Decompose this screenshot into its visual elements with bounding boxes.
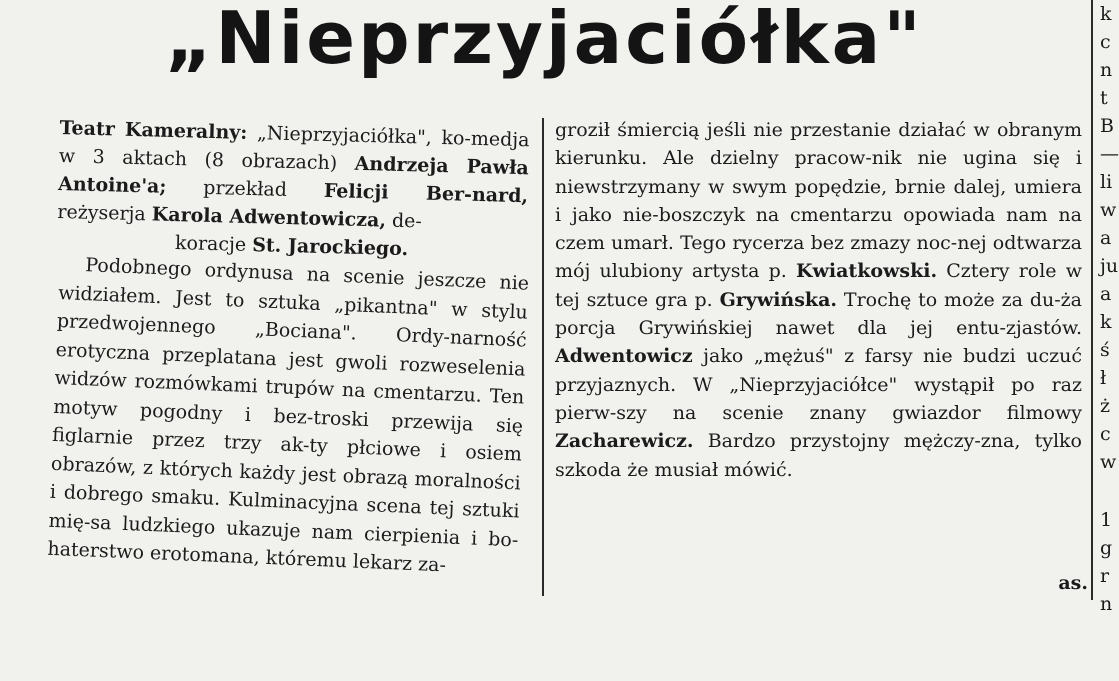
theatre-name: Teatr Kameralny: xyxy=(59,116,248,144)
production-info xyxy=(56,114,530,266)
author-name: Andrzeja Pawła Antoine'a; xyxy=(57,152,530,198)
adjacent-column-fragment xyxy=(1100,0,1119,618)
edge-letter: a xyxy=(1100,227,1112,249)
edge-letter: ż xyxy=(1100,395,1111,417)
actor-adwentowicz: Adwentowicz xyxy=(555,345,693,368)
review-column-left: Podobnego ordynusa na scenie jeszcze nie widziałem. Jest to sztuka „pikantna" w stylu przedwojennego „Bociana". Ordy-narność erotyczna przeplatana jest gwoli rozweselenia widzów rozmówkami trupów na cmentarzu. Ten motyw pogodny i bez-troski przewija się figlarnie przez trzy ak-ty płciowe i osiem obrazów, z których każdy jest obrazą moralności i dobrego smaku. Kulminacyjna scena tej sztuki mię-sa ludzkiego ukazuje nam cierpienia i bo-haterstwo erotomana, któremu lekarz za- xyxy=(47,254,530,577)
edge-letter: c xyxy=(1100,423,1111,445)
actor-grywinska: Grywińska. xyxy=(719,288,838,311)
edge-letter: li xyxy=(1100,171,1113,193)
review-text-5: Bardzo przystojny mężczy-zna, tylko szkoda że musiał mówić. xyxy=(555,430,1082,481)
edge-letter: n xyxy=(1100,59,1113,81)
column-divider xyxy=(542,118,544,596)
edge-letter: ł xyxy=(1100,367,1107,389)
actor-kwiatkowski: Kwiatkowski. xyxy=(796,260,938,283)
headline: „Nieprzyjaciółka" xyxy=(165,0,924,80)
edge-letter: — xyxy=(1100,143,1119,165)
director-name: Karola Adwentowicza, xyxy=(151,203,387,232)
actor-zacharewicz: Zacharewicz. xyxy=(555,430,694,453)
edge-letter: t xyxy=(1100,87,1108,109)
review-text-3: Trochę to może za du-ża porcja Grywińskiej nawet dla jej entu-zjastów. xyxy=(555,288,1082,340)
edge-letter: n xyxy=(1100,593,1113,615)
review-text-1: groził śmiercią jeśli nie przestanie działać w obranym kierunku. Ale dzielny pracow-nik nie ugina się i niewstrzymany w swym popędzie, brnie dalej, umiera i jako nie-boszczyk na cmentarzu opowiada nam na czem umarł. Tego rycerza bez zmazy noc-nej odtwarza mój ulubiony artysta p. xyxy=(555,119,1082,283)
author-signature: as. xyxy=(1058,572,1088,594)
review-column-right xyxy=(555,116,1082,484)
translation-label: przekład xyxy=(166,175,325,202)
edge-gap xyxy=(1100,476,1114,506)
edge-letter: ś xyxy=(1100,339,1110,361)
translator-name: Felicji Ber-nard, xyxy=(323,179,529,208)
edge-letter: g xyxy=(1100,537,1113,559)
direction-label: reżyserja xyxy=(57,200,153,226)
designer-name: St. Jarockiego. xyxy=(251,234,409,261)
edge-letter: a xyxy=(1100,283,1112,305)
edge-letter: 1 xyxy=(1100,509,1113,531)
edge-letter: ju xyxy=(1100,255,1119,277)
edge-letter: k xyxy=(1100,311,1112,333)
edge-letter: w xyxy=(1100,199,1117,221)
review-text-4: jako „mężuś" z farsy nie budzi uczuć przyjaznych. W „Nieprzyjaciółce" wystąpił po raz pierw-szy na scenie znany gwiazdor filmowy xyxy=(555,345,1082,424)
edge-letter: B xyxy=(1100,115,1114,137)
edge-letter: r xyxy=(1100,565,1110,587)
edge-letter: k xyxy=(1100,3,1112,25)
decor-label: koracje xyxy=(174,232,253,257)
edge-letter: w xyxy=(1100,451,1117,473)
decor-prefix: de- xyxy=(385,209,423,233)
title-part: „Nieprzyjaciółka", ko-medja w 3 aktach (8 obrazach) xyxy=(58,121,530,175)
edge-letter: c xyxy=(1100,31,1111,53)
review-text-2: Cztery role w tej sztuce gra p. xyxy=(555,260,1083,311)
right-edge-divider xyxy=(1091,0,1093,600)
